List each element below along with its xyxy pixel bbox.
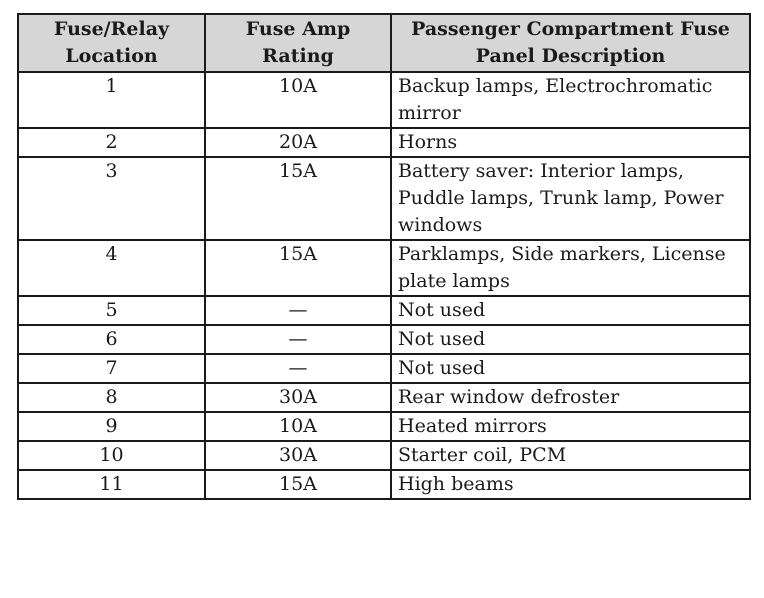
cell-description: Horns [391, 128, 750, 157]
cell-location: 7 [18, 354, 205, 383]
cell-location: 10 [18, 441, 205, 470]
cell-location: 5 [18, 296, 205, 325]
cell-rating: — [205, 296, 391, 325]
cell-description: Battery saver: Interior lamps, Puddle lamps, Trunk lamp, Power windows [391, 157, 750, 240]
table-header [18, 14, 750, 72]
table-row [18, 383, 750, 412]
cell-rating: 20A [205, 128, 391, 157]
cell-description: Starter coil, PCM [391, 441, 750, 470]
table-row [18, 325, 750, 354]
header-fuse-relay-location: Fuse/Relay Location [18, 14, 205, 72]
table-row [18, 157, 750, 240]
cell-location: 9 [18, 412, 205, 441]
fuse-table [17, 13, 751, 500]
cell-rating: 15A [205, 240, 391, 296]
cell-rating: 15A [205, 157, 391, 240]
table-row [18, 412, 750, 441]
table-row [18, 240, 750, 296]
cell-description: Heated mirrors [391, 412, 750, 441]
table-row [18, 128, 750, 157]
table-row [18, 296, 750, 325]
cell-description: Rear window defroster [391, 383, 750, 412]
cell-rating: 30A [205, 383, 391, 412]
cell-location: 2 [18, 128, 205, 157]
cell-location: 3 [18, 157, 205, 240]
cell-description: Not used [391, 296, 750, 325]
cell-description: Not used [391, 325, 750, 354]
header-description: Passenger Compartment Fuse Panel Description [391, 14, 750, 72]
cell-rating: 15A [205, 470, 391, 499]
cell-description: Backup lamps, Electrochromatic mirror [391, 72, 750, 128]
table-body [18, 72, 750, 499]
cell-location: 1 [18, 72, 205, 128]
header-fuse-amp-rating: Fuse Amp Rating [205, 14, 391, 72]
cell-rating: 10A [205, 412, 391, 441]
header-row [18, 14, 750, 72]
cell-location: 6 [18, 325, 205, 354]
cell-description: Not used [391, 354, 750, 383]
cell-location: 8 [18, 383, 205, 412]
table-row [18, 72, 750, 128]
cell-rating: — [205, 354, 391, 383]
cell-rating: 10A [205, 72, 391, 128]
cell-location: 11 [18, 470, 205, 499]
cell-description: Parklamps, Side markers, License plate lamps [391, 240, 750, 296]
cell-rating: 30A [205, 441, 391, 470]
cell-rating: — [205, 325, 391, 354]
cell-description: High beams [391, 470, 750, 499]
table-row [18, 470, 750, 499]
table-row [18, 354, 750, 383]
cell-location: 4 [18, 240, 205, 296]
table-row [18, 441, 750, 470]
